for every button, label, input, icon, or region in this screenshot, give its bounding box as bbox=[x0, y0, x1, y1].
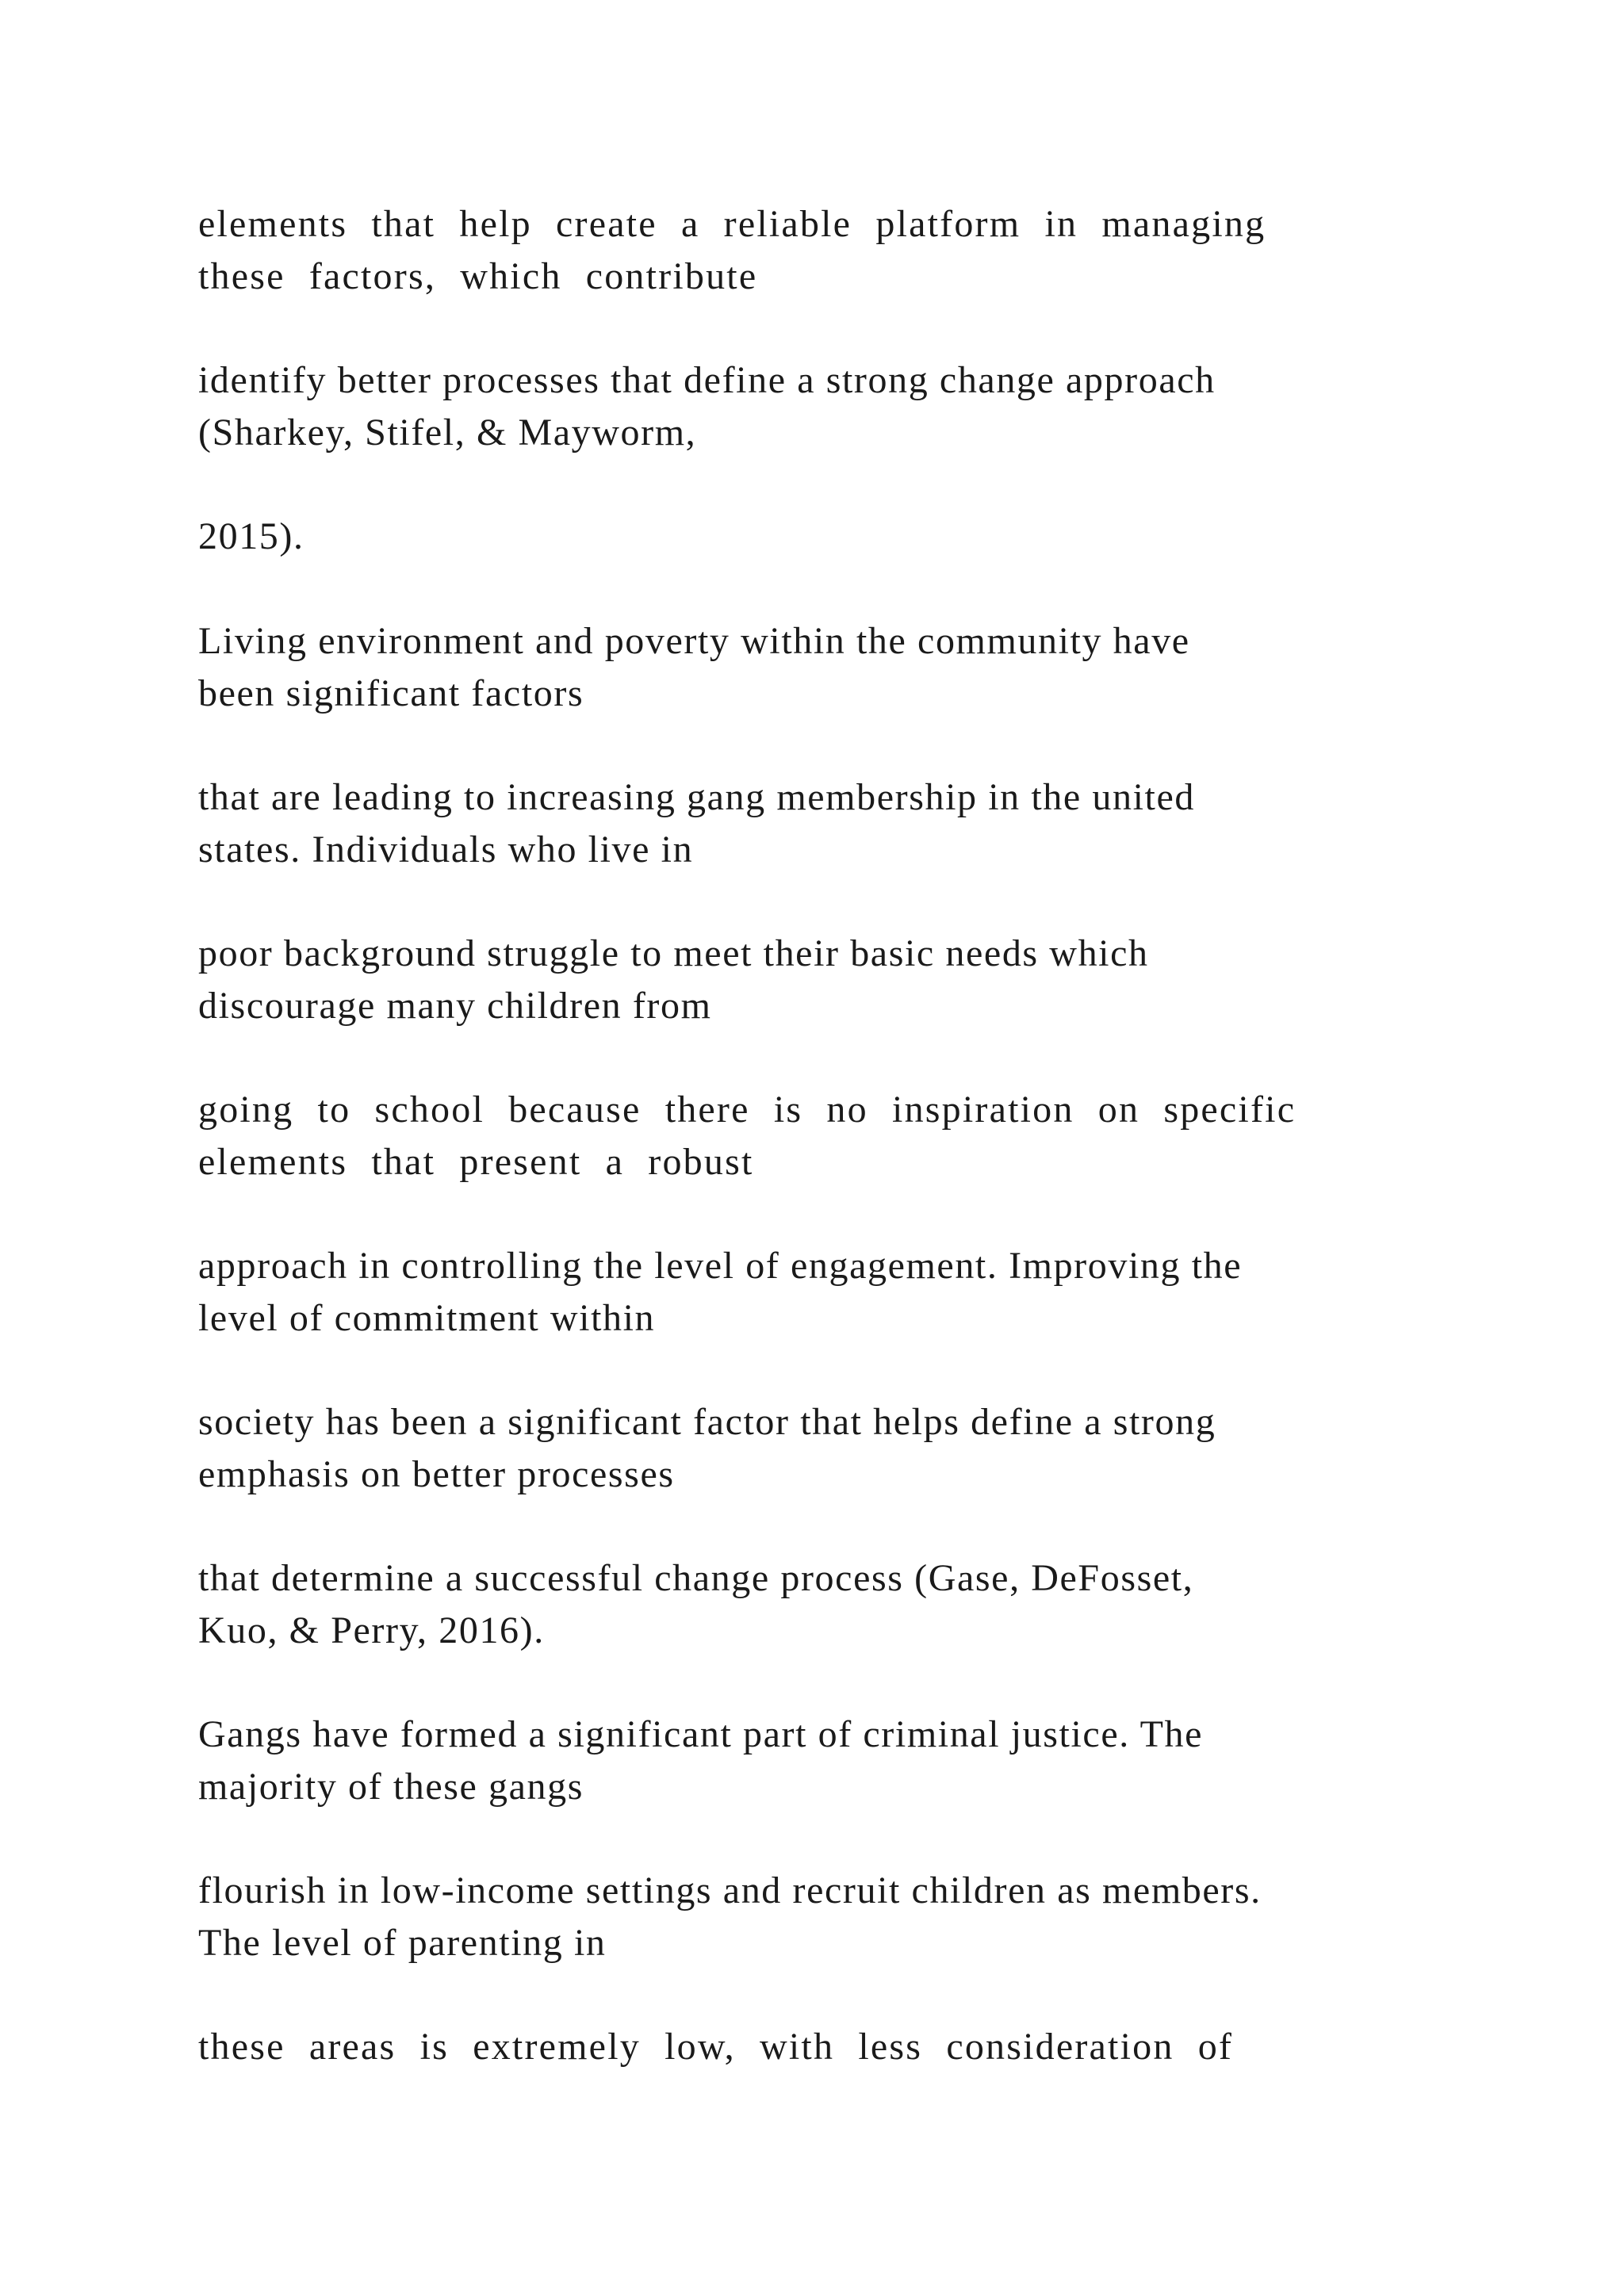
text-line: these areas is extremely low, with less consideration of bbox=[198, 2026, 1234, 2068]
paragraph-2 bbox=[198, 354, 1435, 459]
text-line: identify better processes that define a strong change approach bbox=[198, 359, 1216, 401]
text-line: The level of parenting in bbox=[198, 1922, 607, 1964]
text-line: level of commitment within bbox=[198, 1297, 656, 1339]
paragraph-9 bbox=[198, 1396, 1435, 1501]
text-line: states. Individuals who live in bbox=[198, 828, 694, 871]
paragraph-5 bbox=[198, 771, 1435, 876]
paragraph-3 bbox=[198, 511, 1435, 563]
paragraph-6 bbox=[198, 928, 1435, 1032]
paragraph-4 bbox=[198, 615, 1435, 720]
paragraph-7 bbox=[198, 1084, 1435, 1188]
text-line: going to school because there is no inspiration on specific bbox=[198, 1089, 1297, 1131]
text-line: (Sharkey, Stifel, & Mayworm, bbox=[198, 411, 697, 453]
text-line: these factors, which contribute bbox=[198, 255, 758, 297]
text-line: Kuo, & Perry, 2016). bbox=[198, 1609, 545, 1651]
text-line: flourish in low-income settings and recruit children as members. bbox=[198, 1869, 1262, 1911]
text-line: emphasis on better processes bbox=[198, 1453, 675, 1495]
paragraph-1 bbox=[198, 198, 1435, 303]
text-line: been significant factors bbox=[198, 672, 584, 714]
text-line: Gangs have formed a significant part of criminal justice. The bbox=[198, 1713, 1203, 1755]
paragraph-10 bbox=[198, 1552, 1435, 1657]
text-line: approach in controlling the level of engagement. Improving the bbox=[198, 1245, 1243, 1287]
paragraph-11 bbox=[198, 1709, 1435, 1813]
text-line: elements that help create a reliable platform in managing bbox=[198, 203, 1266, 245]
paragraph-12 bbox=[198, 1865, 1435, 1969]
paragraph-13 bbox=[198, 2021, 1435, 2073]
text-line: discourage many children from bbox=[198, 985, 712, 1027]
text-line: majority of these gangs bbox=[198, 1766, 584, 1808]
text-line: elements that present a robust bbox=[198, 1141, 754, 1183]
text-line: 2015). bbox=[198, 515, 304, 557]
paragraph-8 bbox=[198, 1240, 1435, 1345]
text-line: poor background struggle to meet their basic needs which bbox=[198, 932, 1149, 974]
text-line: that are leading to increasing gang membership in the united bbox=[198, 776, 1195, 818]
text-line: Living environment and poverty within the community have bbox=[198, 620, 1190, 662]
text-line: society has been a significant factor that helps define a strong bbox=[198, 1401, 1216, 1443]
text-line: that determine a successful change process (Gase, DeFosset, bbox=[198, 1557, 1194, 1599]
